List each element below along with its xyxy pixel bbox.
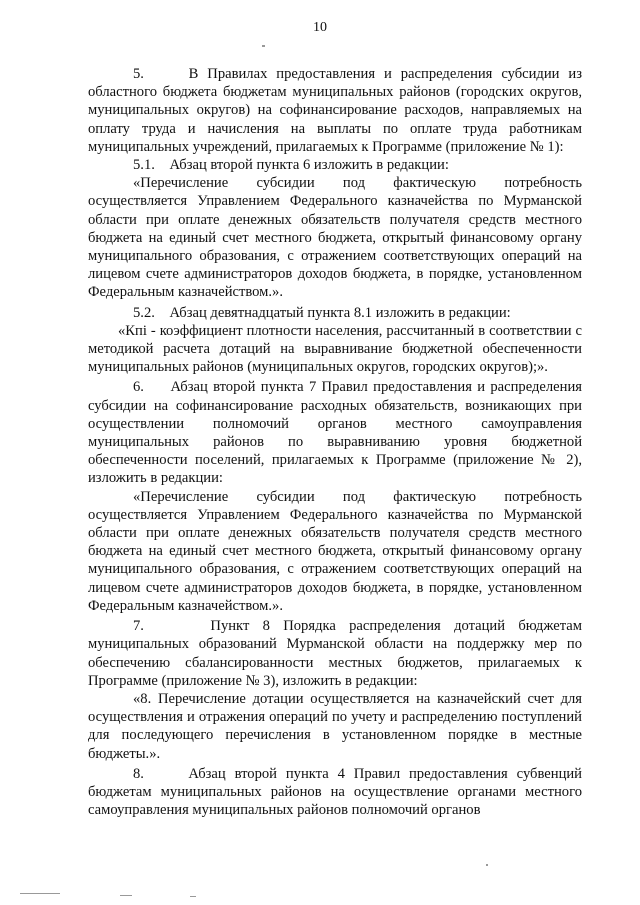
scan-speck: [120, 895, 132, 896]
paragraph-8: 8. Абзац второй пункта 4 Правил предоставления субвенций бюджетам муниципальных районов на осуществление органами местного самоуправления муниципальных районов полномочий органов: [88, 765, 582, 819]
page-number: 10: [313, 20, 327, 35]
paragraph-7-quote: «8. Перечисление дотации осуществляется на казначейский счет для осуществления и отражения операций по учету и распределению поступлений для последующего перечисления в установленном порядке в местные бюджеты.».: [88, 690, 582, 762]
document-body: [88, 65, 582, 819]
scan-speck: [486, 864, 488, 866]
paragraph-6: 6. Абзац второй пункта 7 Правил предоставления и распределения субсидии на софинансирование расходных обязательств, возникающих при осуществлении полномочий органов местного самоуправления муниципальных районов по выравниванию уровня бюджетной обеспеченности поселений, прилагаемых к Программе (приложение № 2), изложить в редакции:: [88, 379, 582, 487]
paragraph-5-1: 5.1. Абзац второй пункта 6 изложить в редакции:: [133, 157, 449, 174]
scan-speck: [190, 896, 196, 897]
paragraph-5: 5. В Правилах предоставления и распределения субсидии из областного бюджета бюджетам муниципальных районов (городских округов, муниципальных округов) на софинансирование расходов, направляемых на оплату труда и начисления на выплаты по оплате труда работникам муниципальных учреждений, прилагаемых к Программе (приложение № 1):: [88, 66, 582, 155]
scan-speck: [262, 45, 265, 47]
paragraph-7: 7. Пункт 8 Порядка распределения дотаций бюджетам муниципальных образований Мурманской области на поддержку мер по обеспечению сбалансированности местных бюджетов, прилагаемых к Программе (приложение № 3), изложить в редакции:: [88, 618, 582, 689]
paragraph-5-1-quote: «Перечисление субсидии под фактическую потребность осуществляется Управлением Федерального казначейства по Мурманской области при оплате денежных обязательств получателя средств местного бюджета на единый счет местного бюджета, открытый финансовому органу муниципального образования, с отражением соответствующих операций на лицевом счете администраторов доходов бюджета, в порядке, установленном Федеральным казначейством.».: [88, 175, 582, 301]
paragraph-5-2: 5.2. Абзац девятнадцатый пункта 8.1 изложить в редакции:: [133, 304, 511, 321]
paragraph-6-quote: «Перечисление субсидии под фактическую потребность осуществляется Управлением Федерального казначейства по Мурманской области при оплате денежных обязательств получателя средств местного бюджета на единый счет местного бюджета, открытый финансовому органу муниципального образования, с отражением соответствующих операций на лицевом счете администраторов доходов бюджета, в порядке, установленном Федеральным казначейством.».: [88, 488, 582, 614]
paragraph-5-2-quote: «Кпi - коэффициент плотности населения, рассчитанный в соответствии с методикой расчета дотаций на выравнивание бюджетной обеспеченности муниципальных районов (муниципальных округов, городских округов);».: [88, 322, 582, 376]
scan-speck: [20, 893, 60, 894]
